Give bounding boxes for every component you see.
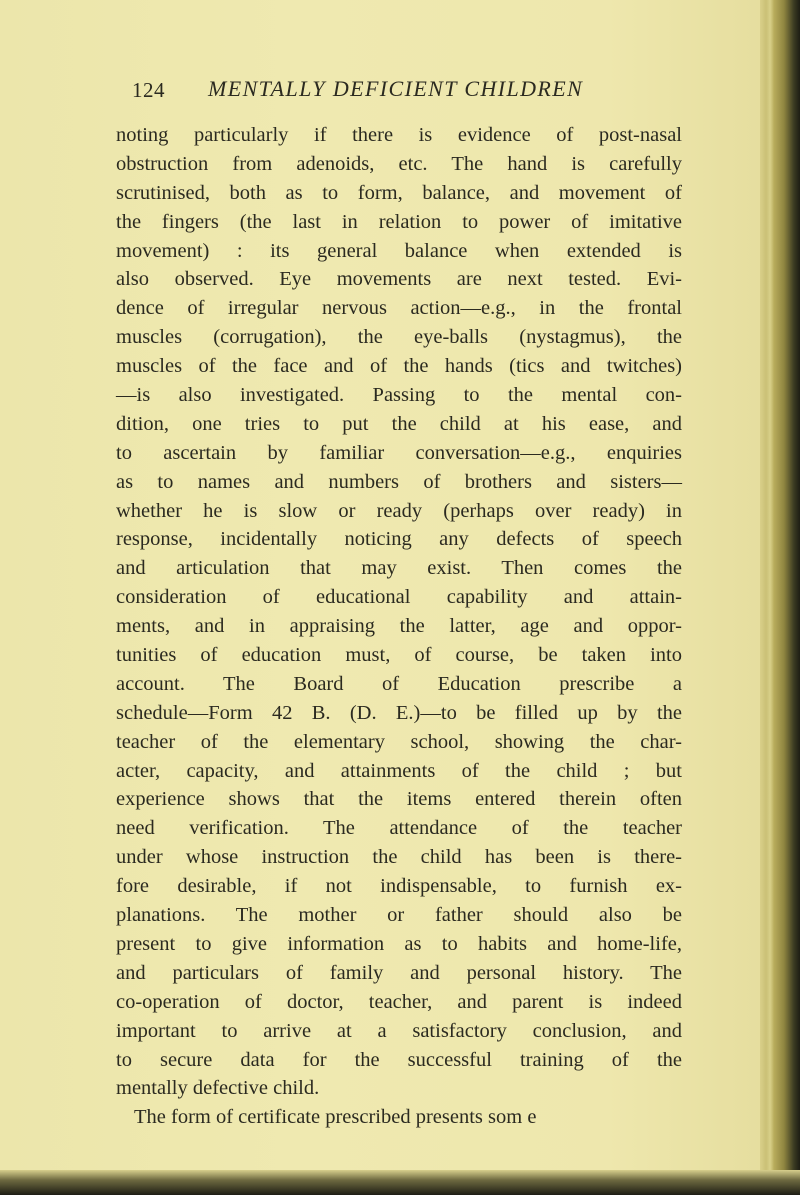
text-line: whether he is slow or ready (perhaps over ready) in <box>116 499 682 522</box>
text-line: planations. The mother or father should also be <box>116 904 682 927</box>
text-line-paragraph-end: mentally defective child. <box>116 1077 320 1100</box>
text-line: and particulars of family and personal history. The <box>116 961 682 984</box>
text-line: acter, capacity, and attainments of the child ; but <box>116 759 682 782</box>
text-line: dence of irregular nervous action—e.g., in the frontal <box>116 297 682 320</box>
text-line: important to arrive at a satisfactory conclusion, and <box>116 1019 682 1042</box>
text-line: to secure data for the successful training of the <box>116 1048 682 1071</box>
text-line: response, incidentally noticing any defects of speech <box>116 528 682 551</box>
body-text <box>116 121 682 1132</box>
text-line: as to names and numbers of brothers and sisters— <box>116 470 682 493</box>
text-line: co-operation of doctor, teacher, and parent is indeed <box>116 990 682 1013</box>
text-line: ments, and in appraising the latter, age and oppor- <box>116 615 682 638</box>
text-line: also observed. Eye movements are next tested. Evi- <box>116 268 682 291</box>
page-number: 124 <box>132 78 165 102</box>
text-line: under whose instruction the child has been is there- <box>116 846 682 869</box>
text-line: movement) : its general balance when extended is <box>116 239 682 262</box>
text-line: dition, one tries to put the child at his ease, and <box>116 412 682 435</box>
text-line: experience shows that the items entered therein often <box>116 788 682 811</box>
text-line: schedule—Form 42 B. (D. E.)—to be filled up by the <box>116 701 682 724</box>
text-line: fore desirable, if not indispensable, to furnish ex- <box>116 875 682 898</box>
text-line-new-paragraph: The form of certificate prescribed presents som e <box>134 1106 537 1129</box>
text-line: to ascertain by familiar conversation—e.g., enquiries <box>116 441 682 464</box>
text-line: scrutinised, both as to form, balance, and movement of <box>116 181 682 204</box>
spine-highlight <box>766 0 774 1195</box>
text-line: noting particularly if there is evidence of post-nasal <box>116 124 682 146</box>
text-line: need verification. The attendance of the teacher <box>116 817 682 840</box>
text-line: consideration of educational capability and attain- <box>116 586 682 609</box>
book-bottom-edge <box>0 1170 800 1195</box>
text-line: the fingers (the last in relation to power of imitative <box>116 210 682 233</box>
text-line: account. The Board of Education prescribe a <box>116 672 682 695</box>
text-line: teacher of the elementary school, showing the char- <box>116 730 682 753</box>
text-line: muscles (corrugation), the eye-balls (nystagmus), the <box>116 326 682 349</box>
text-line: obstruction from adenoids, etc. The hand is carefully <box>116 152 682 175</box>
text-line: present to give information as to habits and home-life, <box>116 932 682 955</box>
text-line: tunities of education must, of course, be taken into <box>116 644 682 667</box>
text-line: and articulation that may exist. Then comes the <box>116 557 682 580</box>
text-line: muscles of the face and of the hands (tics and twitches) <box>116 355 682 378</box>
running-head <box>118 78 718 108</box>
text-line: —is also investigated. Passing to the mental con- <box>116 384 682 407</box>
running-title: MENTALLY DEFICIENT CHILDREN <box>208 76 584 101</box>
